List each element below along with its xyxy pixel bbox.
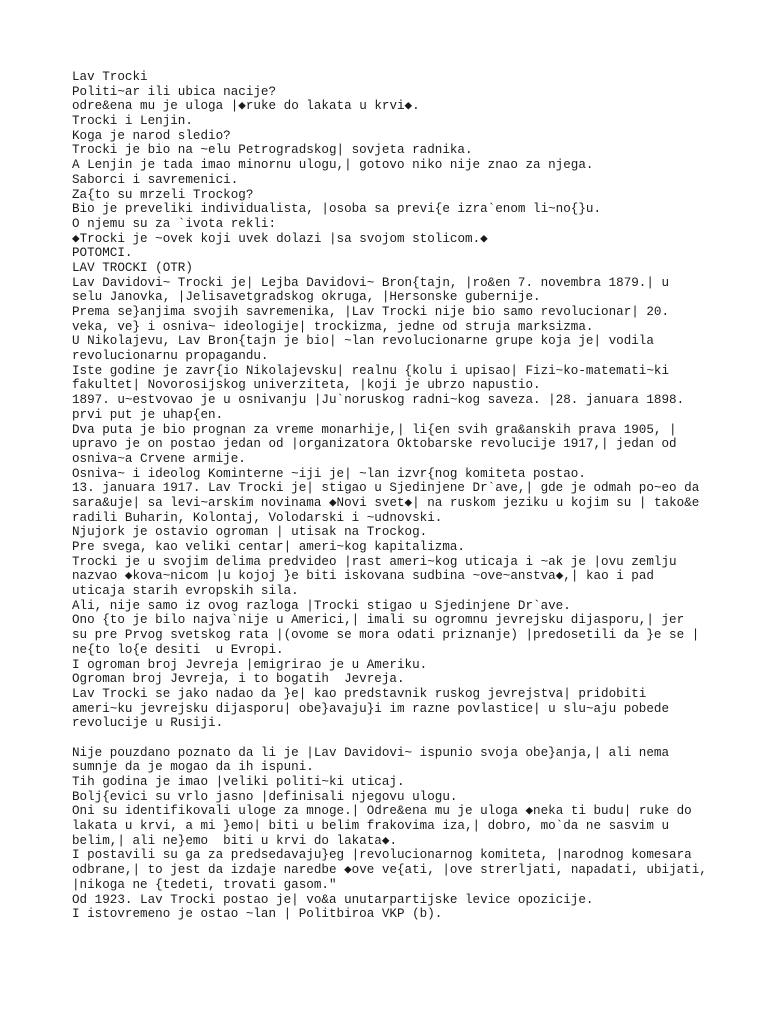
text-line: Bio je preveliki individualista, |osoba sa previ{e izra`enom li~no{}u.: [72, 202, 602, 217]
text-line: ameri~ku jevrejsku dijasporu| obe}avaju}i im razne povlastice| u slu~aju pobede: [72, 701, 670, 716]
text-line: Ono {to je bilo najva`nije u Americi,| imali su ogromnu jevrejsku dijasporu,| jer: [72, 613, 685, 628]
text-line: revolucionarnu propagandu.: [72, 349, 269, 364]
text-line: veka, ve} i osniva~ ideologije| trockizma, jedne od struja marksizma.: [72, 319, 594, 334]
text-line: nazvao ◆kova~nicom |u kojoj }e biti iskovana sudbina ~ove~anstva◆,| kao i pad: [72, 569, 654, 584]
text-line: Trocki je bio na ~elu Petrogradskog| sovjeta radnika.: [72, 143, 473, 158]
text-line: U Nikolajevu, Lav Bron{tajn je bio| ~lan revolucionarne grupe koja je| vodila: [72, 334, 654, 349]
text-line: fakultet| Novorosijskog univerziteta, |koji je ubrzo napustio.: [72, 378, 541, 393]
text-line: Bolj{evici su vrlo jasno |definisali njegovu ulogu.: [72, 789, 458, 804]
text-line: uticaja starih evropskih sila.: [72, 584, 299, 599]
text-line: Od 1923. Lav Trocki postao je| vo&a unutarpartijske levice opozicije.: [72, 892, 594, 907]
text-line: Trocki i Lenjin.: [72, 114, 193, 129]
text-line: Za{to su mrzeli Trockog?: [72, 187, 254, 202]
text-line: Pre svega, kao veliki centar| ameri~kog kapitalizma.: [72, 540, 465, 554]
text-line: Trocki je u svojim delima predvideo |rast ameri~kog uticaja i ~ak je |ovu zemlju: [72, 554, 677, 569]
text-line: Politi~ar ili ubica nacije?: [72, 84, 277, 99]
text-line: Oni su identifikovali uloge za mnoge.| Odre&ena mu je uloga ◆neka ti budu| ruke do: [72, 804, 692, 819]
text-line: lakata u krvi, a mi }emo| biti u belim frakovima iza,| dobro, mo`da ne sasvim u: [72, 819, 670, 834]
text-line: radili Buharin, Kolontaj, Volodarski i ~udnovski.: [72, 510, 443, 525]
text-line: sara&uje| sa levi~arskim novinama ◆Novi svet◆| na ruskom jeziku u kojim su | tako&e: [72, 495, 700, 510]
text-line: su pre Prvog svetskog rata |(ovome se mora odati priznanje) |predosetili da }e se |: [72, 628, 700, 643]
text-line: Prema se}anjima svojih savremenika, |Lav Trocki nije bio samo revolucionar| 20.: [72, 305, 670, 319]
text-line: revolucije u Rusiji.: [72, 716, 224, 731]
text-line: ◆Trocki je ~ovek koji uvek dolazi |sa svojom stolicom.◆: [72, 231, 488, 246]
text-line: Lav Trocki se jako nadao da }e| kao predstavnik ruskog jevrejstva| pridobiti: [72, 686, 647, 701]
text-line: prvi put je uhap{en.: [72, 407, 224, 422]
text-line: Koga je narod sledio?: [72, 128, 231, 143]
text-line: selu Janovka, |Jelisavetgradskog okruga, |Hersonske gubernije.: [72, 290, 541, 305]
text-line: A Lenjin je tada imao minornu ulogu,| gotovo niko nije znao za njega.: [72, 158, 594, 173]
text-line: Lav Davidovi~ Trocki je| Lejba Davidovi~ Bron{tajn, |ro&en 7. novembra 1879.| u: [72, 275, 670, 290]
text-line: LAV TROCKI (OTR): [72, 260, 193, 275]
text-line: I postavili su ga za predsedavaju}eg |revolucionarnog komiteta, |narodnog komesara: [72, 848, 692, 863]
text-line: ne{to lo{e desiti u Evropi.: [72, 642, 284, 657]
text-line: |nikoga ne {tedeti, trovati gasom.": [72, 877, 337, 892]
text-line: Tih godina je imao |veliki politi~ki uticaj.: [72, 775, 405, 789]
text-line: Ali, nije samo iz ovog razloga |Trocki stigao u Sjedinjene Dr`ave.: [72, 598, 571, 613]
text-line: Dva puta je bio prognan za vreme monarhije,| li{en svih gra&anskih prava 1905, |: [72, 422, 677, 437]
text-line: I istovremeno je ostao ~lan | Politbiroa VKP (b).: [72, 907, 443, 922]
text-line: I ogroman broj Jevreja |emigrirao je u Ameriku.: [72, 657, 428, 672]
text-line: O njemu su za `ivota rekli:: [72, 216, 277, 231]
text-line: odre&ena mu je uloga |◆ruke do lakata u krvi◆.: [72, 99, 420, 114]
text-line: Iste godine je zavr{io Nikolajevsku| realnu {kolu i upisao| Fizi~ko-matemati~ki: [72, 363, 670, 378]
text-line: upravo je on postao jedan od |organizatora Oktobarske revolucije 1917,| jedan od: [72, 437, 677, 452]
blank-line: [72, 731, 712, 746]
text-line: osniva~a Crvene armije.: [72, 451, 246, 466]
text-line: sumnje da je mogao da ih ispuni.: [72, 760, 314, 775]
text-line: Saborci i savremenici.: [72, 172, 239, 187]
document-page: [72, 70, 712, 922]
text-line: belim,| ali ne}emo biti u krvi do lakata◆.: [72, 833, 397, 848]
text-line: Lav Trocki: [72, 70, 148, 84]
text-line: Ogroman broj Jevreja, i to bogatih Jevreja.: [72, 672, 405, 687]
text-line: POTOMCI.: [72, 246, 133, 261]
text-line: odbrane,| to jest da izdaje naredbe ◆ove ve{ati, |ove strerljati, napadati, ubijati,: [72, 863, 707, 878]
text-line: 1897. u~estvovao je u osnivanju |Ju`noruskog radni~kog saveza. |28. januara 1898.: [72, 393, 685, 408]
text-line: 13. januara 1917. Lav Trocki je| stigao u Sjedinjene Dr`ave,| gde je odmah po~eo da: [72, 481, 700, 496]
text-line: Nije pouzdano poznato da li je |Lav Davidovi~ ispunio svoja obe}anja,| ali nema: [72, 745, 670, 760]
text-line: Njujork je ostavio ogroman | utisak na Trockog.: [72, 525, 428, 540]
text-line: Osniva~ i ideolog Kominterne ~iji je| ~lan izvr{nog komiteta postao.: [72, 466, 586, 481]
